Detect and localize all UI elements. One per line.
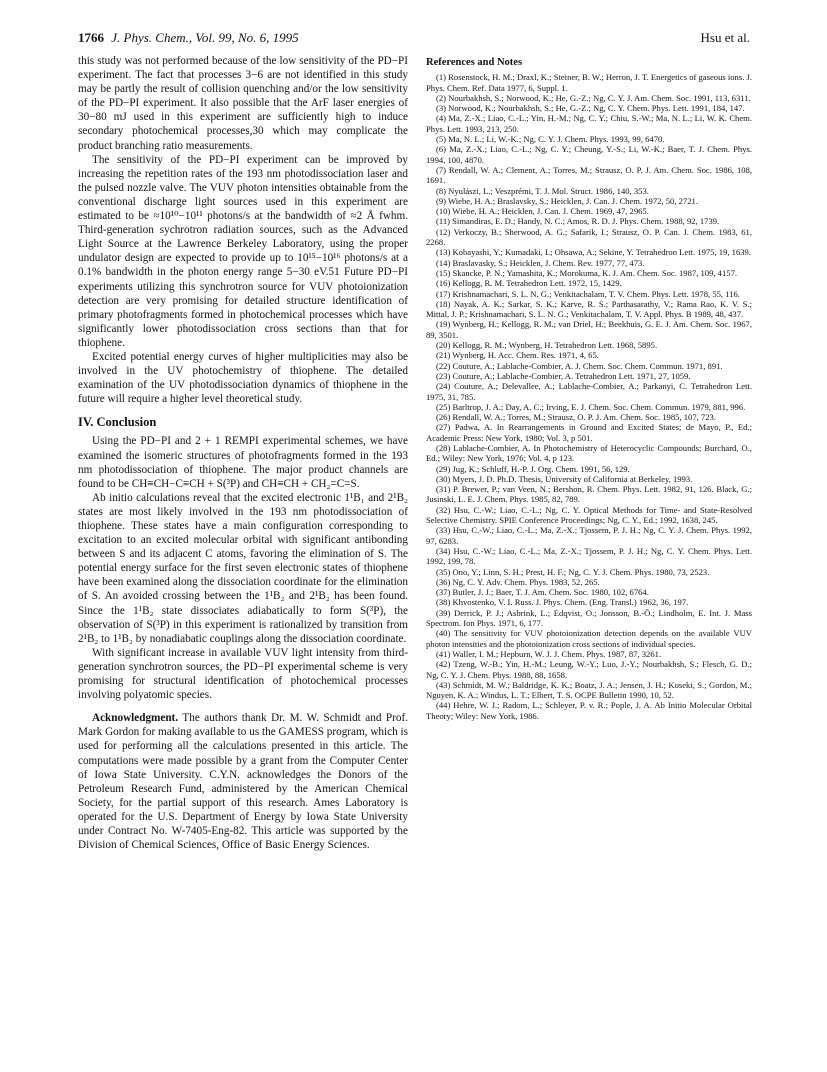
reference-item: (21) Wynberg, H. Acc. Chem. Res. 1971, 4, 65. [436,350,599,361]
acknowledgment-text: The authors thank Dr. M. W. Schmidt and Prof. Mark Gordon for making available to us the GAMESS program, which is used for performing all the calculations presented in this article. The computations were made possible by a grant from the Computer Center of Iowa State University. C.Y.N. acknowledges the Donors of the Petroleum Research Fund, administered by the American Chemical Society, for the partial support of this research. Ames Laboratory is operated for the U.S. Department of Energy by Iowa State University under Contract No. W-7405-Eng-82. This article was supported by the Division of Chemical Sciences, Office of Basic Energy Sciences. [78,712,408,852]
reference-item: (7) Rendall, W. A.; Clement, A.; Torres, M.; Strausz, O. P. J. Am. Chem. Soc. 1986, 108, 1691. [426,164,752,186]
acknowledgment-heading: Acknowledgment. [92,712,179,725]
conclusion-paragraph-1: Using the PD−PI and 2 + 1 REMPI experimental schemes, we have examined the isomeric structures of photofragments formed in the 193 nm photodissociation of thiophene. The major product channels are found to be CH≡CH−C≡CH + S(³P) and CH≡CH + CH₂=C=S. [78,435,408,490]
left-column [78,54,408,852]
reference-item: (6) Ma, Z.-X.; Liao, C.-L.; Ng, C. Y.; Cheung, Y.-S.; Li, W.-K.; Baer, T. J. Chem. Phys. 1994, 100, 4870. [426,144,752,165]
reference-item: (31) P. Brewer, P.; van Veen, N.; Bershon, R. Chem. Phys. Lett. 1982, 91, 126. Black, G.; Jusinski, L. E. J. Chem. Phys. 1985, 82, 789. [426,484,752,505]
reference-item: (10) Wiebe, H. A.; Heicklen, J. Can. J. Chem. 1969, 47, 2965. [436,206,649,217]
reference-item: (24) Couture, A.; Delevallee, A.; Lablache-Combier, A.; Parkanyi, C. Tetrahedron Lett. 1975, 31, 785. [426,381,752,402]
right-column [426,54,752,721]
reference-item: (20) Kellogg, R. M.; Wynberg, H. Tetrahedron Lett. 1968, 5895. [436,340,658,351]
reference-item: (44) Hehre, W. J.; Radom, L.; Schleyer, P. v. R.; Pople, J. A. Ab Initio Molecular Orbital Theory; Wiley: New York, 1986. [426,700,752,721]
reference-item: (13) Kobayashi, Y.; Kumadaki, I.; Ohsawa, A.; Sekine, Y. Tetrahedron Lett. 1975, 19, 1639. [436,247,752,258]
reference-item: (22) Couture, A.; Lablache-Combier, A. J. Chem. Soc. Chem. Commun. 1971, 891. [436,360,723,371]
reference-item: (41) Waller, I. M.; Hepburn, W. J. J. Chem. Phys. 1987, 87, 3261. [436,648,662,659]
reference-item: (40) The sensitivity for VUV photoionization detection depends on the available VUV photon intensities and the photoionization cross sections of individual species. [426,628,752,649]
acknowledgment-paragraph [78,711,408,852]
reference-item: (12) Verkoczy, B.; Sherwood, A. G.; Safarik, I.; Strausz, O. P. Can. J. Chem. 1983, 61, 2268. [426,226,752,248]
reference-item: (25) Barltrop, J. A.; Day, A. C.; Irving, E. J. Chem. Soc. Chem. Commun. 1979, 881, 996. [436,401,746,412]
reference-item: (43) Schmidt, M. W.; Baldridge, K. K.; Boatz, J. A.; Jensen, J. H.; Koseki, S.; Gordon, M.; Nguyen, K. A.; Windus, L. T.; Elbert, T. S. OCPE Bulletin 1990, 10, 52. [426,679,752,701]
reference-item: (4) Ma, Z.-X.; Liao, C.-L.; Yin, H.-M.; Ng, C. Y.; Chiu, S.-W.; Ma, N. L.; Li, W. K. Chem. Phys. Lett. 1993, 213, 250. [426,113,752,134]
reference-item: (9) Wiebe, H. A.; Braslavsky, S.; Heicklen, J. Can. J. Chem. 1972, 50, 2721. [436,195,698,206]
reference-item: (5) Ma, N. L.; Li, W.-K.; Ng, C. Y. J. Chem. Phys. 1993, 99, 6470. [436,134,665,145]
references-heading: References and Notes [426,57,523,68]
reference-item: (34) Hsu, C.-W.; Liao, C.-L.; Ma, Z.-X.; Tjossem, P. J. H.; Ng, C. Y. Chem. Phys. Lett. 1992, 199, 78. [426,545,752,567]
paragraph-excited-curves: Excited potential energy curves of higher multiplicities may also be involved in the UV photochemistry of thiophene. The detailed examination of the UV photodissociation dynamics of thiophene in the future will require a higher level theoretical study. [78,350,408,406]
reference-item: (11) Simandiras, E. D.; Handy, N. C.; Amos, R. D. J. Phys. Chem. 1988, 92, 1739. [436,216,720,227]
reference-item: (17) Krishnamachari, S. L. N. G.; Venkitachalam, T. V. Chem. Phys. Lett. 1978, 55, 116. [436,288,740,299]
conclusion-paragraph-3: With significant increase in available VUV light intensity from third-generation synchrotron sources, the PD−PI experimental scheme is very promising for structural identification of photochemical processes involving polyatomic species. [78,646,408,702]
reference-item: (19) Wynberg, H.; Kellogg, R. M.; van Driel, H.; Beekhuis, G. E. J. Am. Chem. Soc. 1967, 89, 3501. [426,319,752,340]
page-number: 1766 [78,30,104,45]
paragraph-sensitivity-improve: The sensitivity of the PD−PI experiment can be improved by increasing the repetition rates of the 193 nm photodissociation laser and the pulsed nozzle valve. The VUV photon intensities obtainable from the conventional discharge light sources used in this experiment are estimated to be ≈10¹⁰−10¹¹ photons/s at the bandwidth of ≈2 Å fwhm. Third-generation sychrotron radiation sources, such as the Advanced Light Source at the Lawrence Berkeley Laboratory, using the proper undulator design are expected to provide up to 10¹⁵−10¹⁶ photons/s at a 0.1% bandwidth in the photon energy range 5−30 eV.51 Future PD−PI experiments utilizing this synchrotron source for VUV photoionization detection are very promising for detailed structure identification of primary photofragments formed in photochemical processes which have significantly lower photodissociation cross sections than that for thiophene. [78,153,408,349]
reference-item: (26) Rendall, W. A.; Torres, M.; Strausz, O. P. J. Am. Chem. Soc. 1985, 107, 723. [436,412,716,423]
reference-item: (36) Ng, C. Y. Adv. Chem. Phys. 1983, 52, 265. [436,576,600,587]
reference-item: (38) Khvostenko, V. I. Russ. J. Phys. Chem. (Eng. Transl.) 1962, 36, 197. [436,597,689,608]
reference-list [426,72,752,721]
reference-item: (37) Butler, J. J.; Baer, T. J. Am. Chem. Soc. 1980, 102, 6764. [436,587,649,598]
reference-item: (23) Couture, A.; Lablache-Combier, A. Tetrahedron Lett. 1971, 27, 1059. [436,370,691,381]
reference-item: (35) Ono, Y.; Linn, S. H.; Prest, H. F.; Ng, C. Y. J. Chem. Phys. 1980, 73, 2523. [436,566,710,577]
reference-item: (14) Braslavasky, S.; Heicklen, J. Chem. Rev. 1977, 77, 473. [436,257,645,268]
reference-item: (1) Rosenstock, H. M.; Draxl, K.; Steiner, B. W.; Herron, J. T. Energetics of gaseous ions. J. Phys. Chem. Ref. Data 1977, 6, Suppl. 1. [426,72,752,93]
running-header [78,30,750,46]
reference-item: (15) Skancke, P. N.; Yamashita, K.; Morokuma, K. J. Am. Chem. Soc. 1987, 109, 4157. [436,267,738,278]
reference-item: (30) Myers, J. D. Ph.D. Thesis, University of California at Berkeley, 1993. [436,473,693,484]
journal-citation: J. Phys. Chem., Vol. 99, No. 6, 1995 [111,30,299,45]
reference-item: (8) Nyulászi, L.; Veszprémi, T. J. Mol. Struct. 1986, 140, 353. [436,185,649,196]
running-authors: Hsu et al. [700,30,750,45]
reference-item: (42) Tzeng, W.-B.; Yin, H.-M.; Leung, W.-Y.; Luo, J.-Y.; Nourbakhsh, S.; Flesch, G. D.; Ng, C. Y. J. Chem. Phys. 1988, 88, 1658. [426,659,752,680]
reference-item: (29) Jug, K.; Schluff, H.-P. J. Org. Chem. 1991, 56, 129. [436,463,630,474]
conclusion-heading: IV. Conclusion [78,415,157,430]
reference-item: (39) Derrick, P. J.; Asbrink, L.; Edqvist, O.; Jonsson, B.-Ö.; Lindholm, E. Int. J. Mass Spectrom. Ion Phys. 1971, 6, 177. [426,607,752,629]
reference-item: (18) Nayak, A. K.; Sarkar, S. K.; Karve, R. S.; Parthasarathy, V.; Rama Rao, K. V. S.; Mittal, J. P.; Krishnamachari, S. L. N. G.; Venkitachalam, T. V. Appl. Phys. B 1989, 48, 437. [426,298,752,320]
reference-item: (2) Nourbakhsh, S.; Norwood, K.; He, G.-Z.; Ng, C. Y. J. Am. Chem. Soc. 1991, 113, 6311. [436,92,751,103]
paragraph-sensitivity-cont: this study was not performed because of the low sensitivity of the PD−PI experiment. The fact that processes 3−6 are not identified in this study may be partly the result of collision quenching and/or the low sensitivity of the PD−PI experiment. It also possible that the ArF laser energies of 30−80 mJ used in this experiment are sufficiently high to induce secondary photochemical processes,30 which may complicate the product branching ratio measurements. [78,55,408,152]
reference-item: (28) Lablache-Combier, A. In Photochemistry of Heterocyclic Compounds; Burchard, O., Ed.; Wiley: New York, 1976; Vol. 4, p 123. [426,442,752,464]
reference-item: (33) Hsu, C.-W.; Liao, C.-L.; Ma, Z.-X.; Tjossem, P. J. H.; Ng, C. Y. J. Chem. Phys. 1992, 97, 6283. [426,525,752,546]
conclusion-paragraph-2: Ab initio calculations reveal that the excited electronic 1¹B₁ and 2¹B₂ states are most likely involved in the 193 nm photodissociation of thiophene. These states have a main configuration corresponding to excitation to an excited molecular orbital with significant antibonding between S and its adjacent C atoms, favoring the elimination of S. The potential energy surface for the first seven electronic states of thiophene have been examined along the dissociation coordinate for the elimination of S. An avoided crossing between the 1¹B₂ and 2¹B₂ has been found. Since the 1¹B₂ state dissociates adiabatically to form S(³P), the observation of S(³P) in this experiment is rationalized by transition from 2¹B₂ to 1¹B₂ by nonadiabatic couplings along the dissociation coordinate. [78,491,408,645]
reference-item: (16) Kellogg, R. M. Tetrahedron Lett. 1972, 15, 1429. [436,278,622,289]
reference-item: (3) Norwood, K.; Nourbakhsh, S.; He, G.-Z.; Ng, C. Y. Chem. Phys. Lett. 1991, 184, 147. [436,103,745,114]
reference-item: (27) Padwa, A. In Rearrangements in Ground and Excited States; de Mayo, P., Ed.; Academic Press: New York, 1980; Vol. 3, p 501. [426,422,752,443]
reference-item: (32) Hsu, C.-W.; Liao, C.-L.; Ng, C. Y. Optical Methods for Time- and State-Resolved Selective Chemistry. SPIE Conference Proceedings; Ng, C. Y., Ed.; 1992, 1638, 245. [426,504,752,526]
